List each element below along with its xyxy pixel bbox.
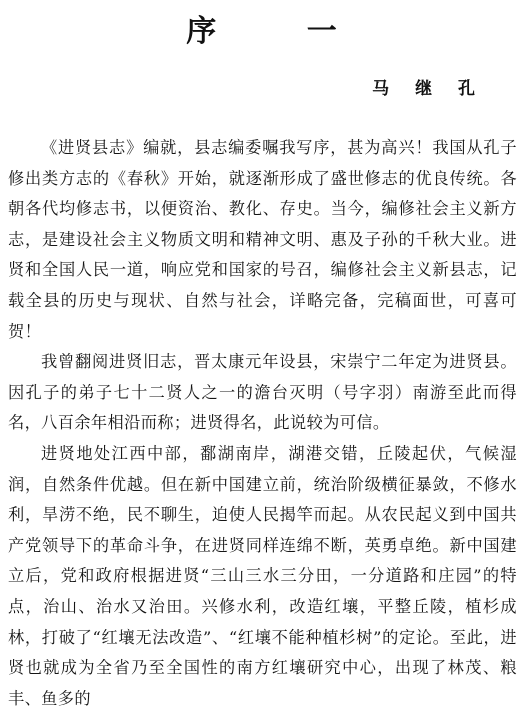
paragraph-1: 《进贤县志》编就，县志编委嘱我写序，甚为高兴！我国从孔子修出类方志的《春秋》开始，就逐渐形成了盛世修志的优良传统。各朝各代均修志书，以便资治、教化、存史。当今，编修社会主义新方志，是建设社会主义物质文明和精神文明、惠及子孙的千秋大业。进贤和全国人民一道，响应党和国家的号召，编修社会主义新县志，记载全县的历史与现状、自然与社会，详略完备，完稿面世，可喜可贺！ [8,138,517,341]
paragraph-2: 我曾翻阅进贤旧志，晋太康元年设县，宋崇宁二年定为进贤县。因孔子的弟子七十二贤人之一的澹台灭明（号字羽）南游至此而得名，八百余年相沿而称；进贤得名，此说较为可信。 [8,352,517,433]
author-name: 马 继 孔 [372,79,485,99]
page-title: 序 一 [186,14,377,49]
body-text [8,133,517,714]
paragraph-3: 进贤地处江西中部，鄱湖南岸，湖港交错，丘陵起伏，气候湿润，自然条件优越。但在新中国建立前，统治阶级横征暴敛，不修水利，旱涝不绝，民不聊生，迫使人民揭竿而起。从农民起义到中国共产党领导下的革命斗争，在进贤同样连绵不断，英勇卓绝。新中国建立后，党和政府根据进贤“三山三水三分田，一分道路和庄园”的特点，治山、治水又治田。兴修水利，改造红壤，平整丘陵，植杉成林，打破了“红壤无法改造”、“红壤不能种植杉树”的定论。至此，进贤也就成为全省乃至全国性的南方红壤研究中心，出现了林茂、粮丰、鱼多的 [8,443,517,708]
